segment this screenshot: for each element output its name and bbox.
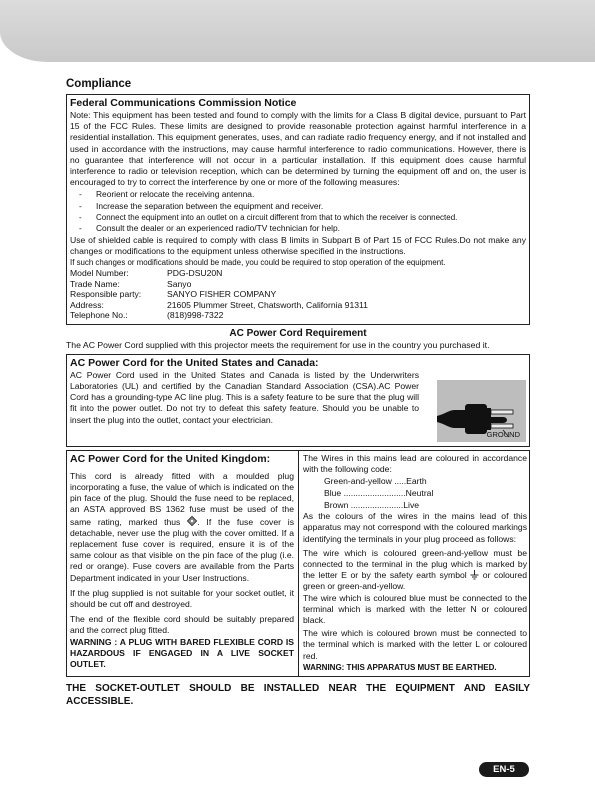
table-row: Model Number: PDG-DSU20N bbox=[70, 268, 223, 279]
brown-wire-paragraph: The wire which is coloured brown must be connected to the terminal which is marked with the letter L or coloured red. bbox=[303, 628, 527, 661]
uk-left-column bbox=[67, 451, 299, 676]
us-canada-text: AC Power Cord used in the United States and Canada is listed by the Underwriters Laboratories (UL) and certified by the Canadian Standard Association (CSA).AC Power Cord has a grounding-type AC line plug. This is a safety feature to be sure that the plug will fit into the power outlet. Do not try to defeat this safety feature. Should you be unable to insert the plug into the outlet, contact your electrician. bbox=[70, 369, 419, 425]
list-item: - Connect the equipment into an outlet on a circuit different from that to which the receiver is connected. bbox=[70, 212, 526, 223]
us-canada-title: AC Power Cord for the United States and Canada: bbox=[70, 356, 319, 369]
fcc-title: Federal Communications Commission Notice bbox=[70, 97, 297, 109]
uk-box bbox=[66, 450, 530, 677]
table-row: Trade Name: Sanyo bbox=[70, 278, 192, 289]
socket-outlet-note: THE SOCKET-OUTLET SHOULD BE INSTALLED NEAR THE EQUIPMENT AND EASILY ACCESSIBLE. bbox=[66, 682, 530, 707]
ac-cord-heading: AC Power Cord Requirement bbox=[229, 327, 367, 339]
fcc-measures-list bbox=[70, 189, 526, 234]
fcc-spec-table bbox=[70, 268, 368, 321]
uk-unsuitable-plug: If the plug supplied is not suitable for your socket outlet, it should be cut off and destroyed. bbox=[70, 587, 294, 610]
fcc-cable-text: Use of shielded cable is required to comply with class B limits in Subpart B of Part 15 of FCC Rules.Do not make any changes or modifications to the equipment unless otherwise specified in the instructions. bbox=[70, 235, 526, 257]
asta-fuse-icon bbox=[187, 516, 197, 526]
green-yellow-paragraph: The wire which is coloured green-and-yellow must be connected to the terminal in the plug which is marked by the letter E or by the safety earth symbol or coloured green or green-and-yellow. bbox=[303, 547, 527, 592]
wires-intro: The Wires in this mains lead are coloured in accordance with the following code: bbox=[303, 452, 527, 475]
wire-code-live: Brown ......................Live bbox=[324, 500, 420, 511]
ac-cord-intro: The AC Power Cord supplied with this projector meets the requirement for use in the country you purchased it. bbox=[66, 339, 490, 350]
earthed-warning: WARNING: THIS APPARATUS MUST BE EARTHED. bbox=[303, 662, 497, 672]
blue-wire-paragraph: The wire which is coloured blue must be connected to the terminal which is marked with the letter N or coloured black. bbox=[303, 592, 527, 626]
grounding-plug-illustration bbox=[437, 380, 526, 442]
fcc-changes-text: If such changes or modifications should be made, you could be required to stop operation of the equipment. bbox=[70, 257, 446, 267]
list-item: - Increase the separation between the equipment and receiver. bbox=[70, 201, 526, 212]
uk-fuse-paragraph: This cord is already fitted with a moulded plug incorporating a fuse, the value of which is indicated on the pin face of the plug. Should the fuse need to be replaced, an ASTA approved BS 1362 fuse must be used of the same rating, marked thus . If the fuse cover is detachable, never use the plug with the cover omitted. If a replacement fuse cover is required, ensure it is of the same colour as that visible on the pin face of the plug (i.e. red or orange). Fuse covers are available from the Parts Department indicated in your User Instructions. bbox=[70, 470, 295, 583]
page-number-badge: EN-5 bbox=[479, 762, 529, 777]
ground-label: GROUND bbox=[486, 429, 520, 439]
us-canada-box bbox=[66, 354, 530, 447]
table-row: Address: 21605 Plummer Street, Chatsworth, California 91311 bbox=[70, 299, 368, 310]
wire-colours-paragraph: As the colours of the wires in the mains lead of this apparatus may not correspond with the coloured markings identifying the terminals in your plug proceed as follows: bbox=[303, 511, 527, 544]
earth-symbol-icon bbox=[470, 570, 479, 580]
uk-cord-end: The end of the flexible cord should be suitably prepared and the correct plug fitted. bbox=[70, 614, 294, 636]
wire-code-earth: Green-and-yellow .....Earth bbox=[324, 476, 427, 487]
uk-warning: WARNING : A PLUG WITH BARED FLEXIBLE CORD IS HAZARDOUS IF ENGAGED IN A LIVE SOCKET OUTLET. bbox=[70, 636, 294, 670]
uk-title: AC Power Cord for the United Kingdom: bbox=[70, 452, 271, 465]
list-item: - Consult the dealer or an experienced radio/TV technician for help. bbox=[70, 223, 526, 234]
fcc-notice-box bbox=[66, 94, 530, 325]
table-row: Telephone No.: (818)998-7322 bbox=[70, 310, 224, 321]
fcc-note: Note: This equipment has been tested and found to comply with the limits for a Class B digital device, pursuant to Part 15 of the FCC Rules. These limits are designed to provide reasonable protection against harmful interference in a residential installation. This equipment generates, uses, and can radiate radio frequency energy, and if not installed and used in accordance with the instructions, may cause harmful interference to radio communications. However, there is no guarantee that interference will not occur in a particular installation. If this equipment does cause harmful interference to radio or television reception, which can be determined by turning the equipment off and on, the user is encouraged to try to correct the interference by one or more of the following measures: bbox=[70, 110, 526, 188]
table-row: Responsible party: SANYO FISHER COMPANY bbox=[70, 289, 277, 300]
header-band bbox=[0, 0, 595, 62]
compliance-section bbox=[66, 78, 530, 708]
list-item: - Reorient or relocate the receiving antenna. bbox=[70, 189, 526, 200]
page-heading: Compliance bbox=[66, 78, 132, 90]
wire-code-neutral: Blue ..........................Neutral bbox=[324, 488, 434, 499]
uk-right-column bbox=[299, 451, 529, 676]
